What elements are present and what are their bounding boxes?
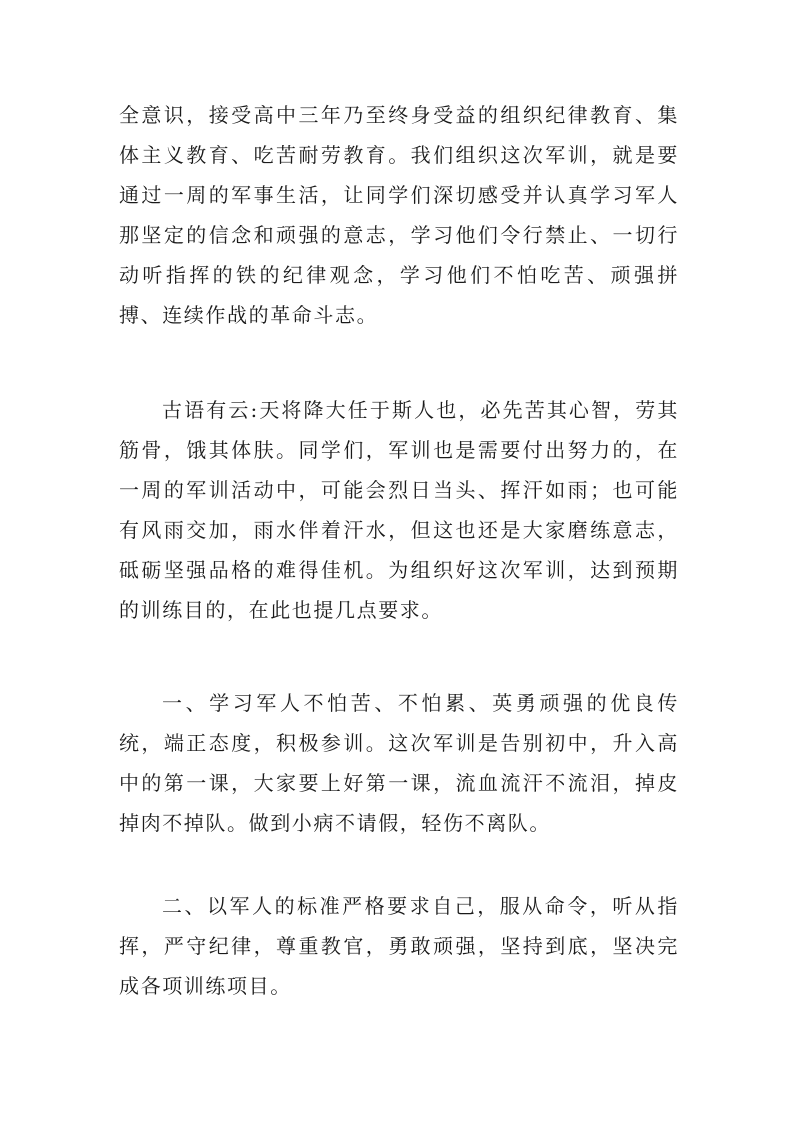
paragraph-requirement-one: 一、学习军人不怕苦、不怕累、英勇顽强的优良传统，端正态度，积极参训。这次军训是告别初中，升入高中的第一课，大家要上好第一课，流血流汗不流泪，掉皮掉肉不掉队。做到小病不请假，轻伤不离队。 <box>119 691 679 835</box>
paragraph-ancient-saying: 古语有云:天将降大任于斯人也，必先苦其心智，劳其筋骨，饿其体肤。同学们，军训也是需要付出努力的，在一周的军训活动中，可能会烈日当头、挥汗如雨；也可能有风雨交加，雨水伴着汗水，但这也还是大家磨练意志，砥砺坚强品格的难得佳机。为组织好这次军训，达到预期的训练目的，在此也提几点要求。 <box>119 398 679 622</box>
paragraph-requirement-two: 二、以军人的标准严格要求自己，服从命令，听从指挥，严守纪律，尊重教官，勇敢顽强，坚持到底，坚决完成各项训练项目。 <box>119 894 679 998</box>
paragraph-continuation: 全意识，接受高中三年乃至终身受益的组织纪律教育、集体主义教育、吃苦耐劳教育。我们组织这次军训，就是要通过一周的军事生活，让同学们深切感受并认真学习军人那坚定的信念和顽强的意志，学习他们令行禁止、一切行动听指挥的铁的纪律观念，学习他们不怕吃苦、顽强拼搏、连续作战的革命斗志。 <box>119 103 679 327</box>
